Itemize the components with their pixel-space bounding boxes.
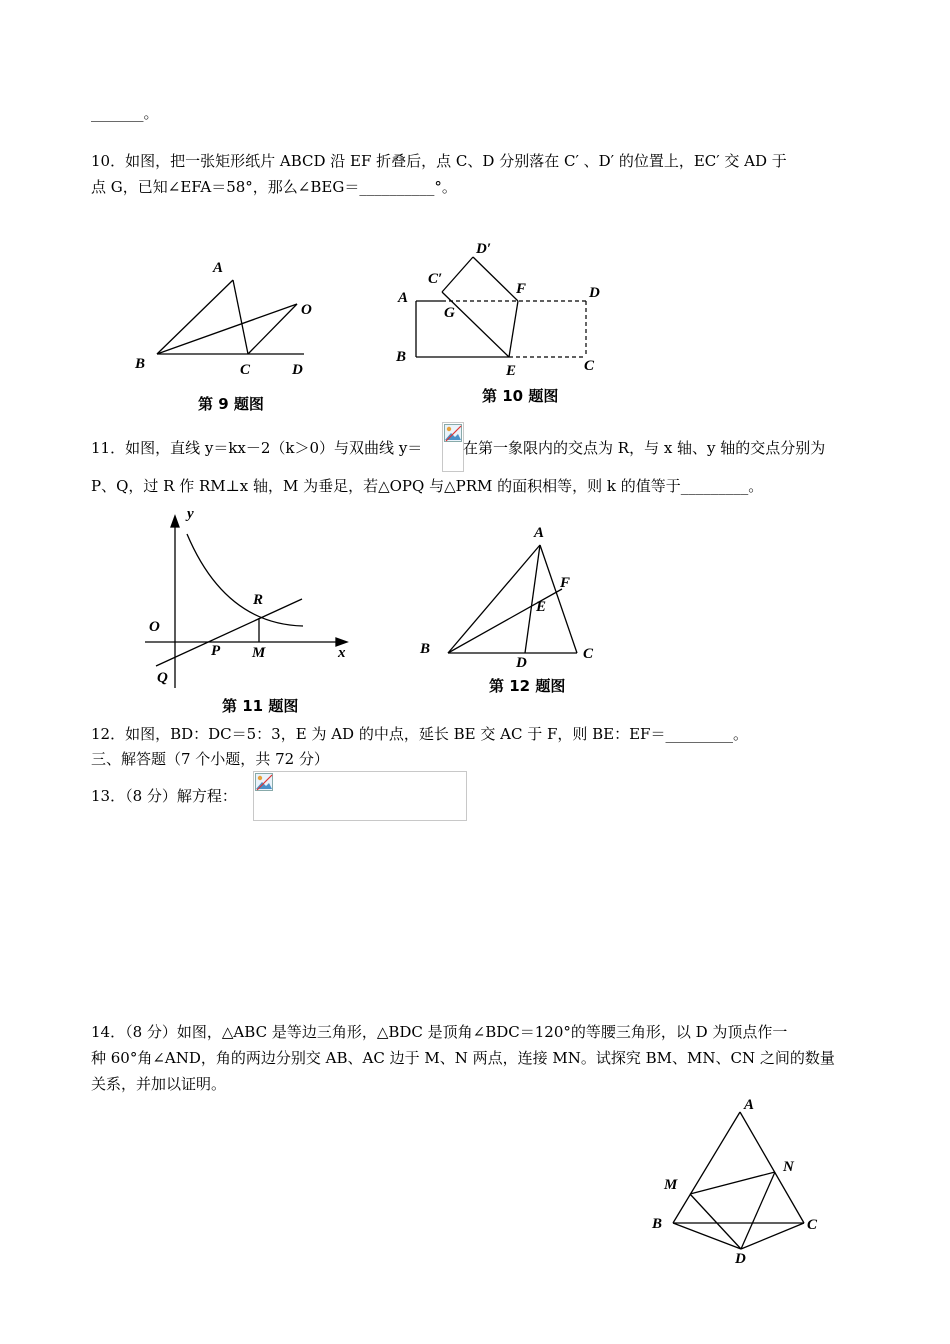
label-C: C bbox=[583, 646, 594, 662]
question-14-line3: 关系，并加以证明。 bbox=[91, 1075, 227, 1093]
label-C: C bbox=[807, 1217, 818, 1233]
label-B: B bbox=[652, 1216, 663, 1232]
equation-image-placeholder bbox=[253, 771, 467, 821]
label-F: F bbox=[516, 281, 527, 297]
figure-9-diagram bbox=[120, 250, 340, 390]
figure-12-caption: 第 12 题图 bbox=[489, 677, 566, 695]
question-11-line1a: 11．如图，直线 y＝kx－2（k＞0）与双曲线 y＝ bbox=[91, 439, 423, 457]
label-y: y bbox=[187, 506, 194, 522]
figure-10-diagram bbox=[390, 235, 620, 380]
label-D: D bbox=[292, 362, 303, 378]
question-13: 13．（8 分）解方程： bbox=[91, 787, 237, 805]
section-3-heading: 三、解答题（7 个小题，共 72 分） bbox=[91, 750, 329, 768]
label-M: M bbox=[664, 1177, 678, 1193]
question-14-line1: 14．（8 分）如图，△ABC 是等边三角形，△BDC 是顶角∠BDC＝120°的等腰三角形，以 D 为顶点作一 bbox=[91, 1023, 788, 1041]
question-12: 12．如图，BD：DC＝5：3，E 为 AD 的中点，延长 BE 交 AC 于 F，则 BE：EF＝_________。 bbox=[91, 725, 748, 743]
figure-14-diagram bbox=[640, 1085, 840, 1270]
label-G: G bbox=[444, 305, 455, 321]
label-B: B bbox=[420, 641, 431, 657]
label-A: A bbox=[398, 290, 409, 306]
label-E: E bbox=[506, 363, 517, 379]
question-10-line2: 点 G，已知∠EFA＝58°，那么∠BEG＝__________°。 bbox=[91, 178, 457, 196]
figure-11-diagram bbox=[135, 500, 365, 695]
question-14-line2: 种 60°角∠AND，角的两边分别交 AB、AC 边于 M、N 两点，连接 MN。试探究 BM、MN、CN 之间的数量 bbox=[91, 1049, 835, 1067]
figure-11-caption: 第 11 题图 bbox=[222, 697, 299, 715]
answer-blank-top: _______。 bbox=[91, 104, 159, 122]
figure-12-diagram bbox=[410, 515, 610, 670]
label-D: D bbox=[516, 655, 527, 670]
figure-10-caption: 第 10 题图 bbox=[482, 387, 559, 405]
label-N: N bbox=[783, 1159, 794, 1175]
label-A: A bbox=[744, 1097, 755, 1113]
question-10-line1: 10．如图，把一张矩形纸片 ABCD 沿 EF 折叠后，点 C、D 分别落在 C′ 、D′ 的位置上，EC′ 交 AD 于 bbox=[91, 152, 787, 170]
label-P: P bbox=[211, 643, 221, 659]
broken-image-icon bbox=[255, 773, 273, 791]
question-11-line2: P、Q，过 R 作 RM⊥x 轴，M 为垂足，若△OPQ 与△PRM 的面积相等，则 k 的值等于_________。 bbox=[91, 477, 764, 495]
label-R: R bbox=[253, 592, 264, 608]
label-A: A bbox=[213, 260, 224, 276]
label-E: E bbox=[536, 599, 547, 615]
label-F: F bbox=[560, 575, 571, 591]
label-O: O bbox=[301, 302, 312, 318]
question-11-line1b: 在第一象限内的交点为 R，与 x 轴、y 轴的交点分别为 bbox=[463, 439, 826, 457]
label-B: B bbox=[135, 356, 146, 372]
label-O: O bbox=[149, 619, 160, 635]
label-C: C bbox=[240, 362, 251, 378]
broken-image-icon bbox=[444, 424, 462, 442]
label-C-prime: C′ bbox=[428, 271, 443, 287]
figure-9-caption: 第 9 题图 bbox=[198, 395, 264, 413]
label-M: M bbox=[252, 645, 266, 661]
label-D: D bbox=[589, 285, 600, 301]
label-x: x bbox=[338, 645, 346, 661]
label-C: C bbox=[584, 358, 595, 374]
label-Q: Q bbox=[157, 670, 168, 686]
label-B: B bbox=[396, 349, 407, 365]
label-A: A bbox=[534, 525, 545, 541]
label-D: D bbox=[735, 1251, 746, 1267]
label-D-prime: D′ bbox=[476, 241, 492, 257]
fraction-image-placeholder bbox=[442, 422, 464, 472]
